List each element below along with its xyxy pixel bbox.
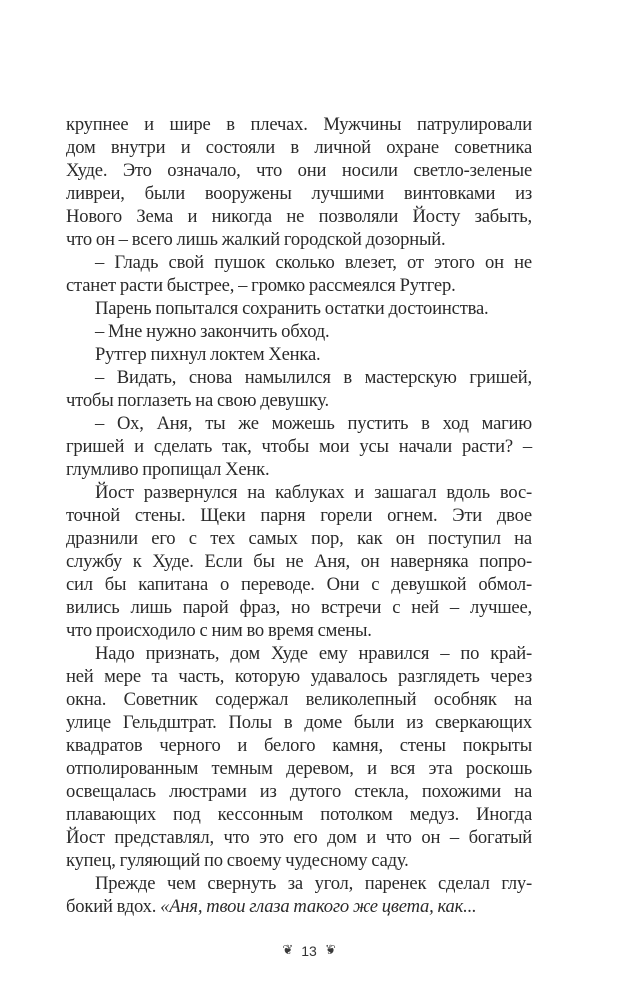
page-number: 13 <box>301 943 317 960</box>
text-line: что происходило с ним во время смены. <box>66 620 372 641</box>
paragraph <box>66 343 532 366</box>
text-line: – Ох, Аня, ты же можешь пустить в ход магию <box>95 413 532 434</box>
paragraph <box>66 251 532 297</box>
paragraph <box>66 113 532 251</box>
text-line: – Мне нужно закончить обход. <box>95 321 330 342</box>
text-line: вились лишь парой фраз, но встречи с ней – лучшее, <box>66 597 532 618</box>
text-line: сил бы капитана о переводе. Они с девушкой обмол- <box>66 574 532 595</box>
text-line: крупнее и шире в плечах. Мужчины патрулировали <box>66 114 532 135</box>
ornament-icon: ❦ <box>324 943 336 959</box>
text-line: станет расти быстрее, – громко рассмеялся Рутгер. <box>66 275 456 296</box>
text-line <box>66 895 532 918</box>
text-line: купец, гуляющий по своему чудесному саду. <box>66 850 409 871</box>
text-line: Нового Зема и никогда не позволяли Йосту забыть, <box>66 206 532 227</box>
paragraph <box>66 481 532 642</box>
book-page-text <box>66 0 532 918</box>
text-line: Йост представлял, что это его дом и что он – богатый <box>66 827 532 848</box>
text-line: точной стены. Щеки парня горели огнем. Эти двое <box>66 505 532 526</box>
text-line: дом внутри и состояли в личной охране советника <box>66 137 532 158</box>
text-line: дразнили его с тех самых пор, как он поступил на <box>66 528 532 549</box>
italic-thought-text: «Аня, твои глаза такого же цвета, как... <box>160 896 477 917</box>
text-line: улице Гельдштрат. Полы в доме были из сверкающих <box>66 712 532 733</box>
paragraph <box>66 366 532 412</box>
text-line: Надо признать, дом Худе ему нравился – по край- <box>95 643 532 664</box>
text-line: отполированным темным деревом, и вся эта роскошь <box>66 758 532 779</box>
text-line: Худе. Это означало, что они носили светло-зеленые <box>66 160 532 181</box>
text-line: Прежде чем свернуть за угол, паренек сделал глу- <box>95 873 532 894</box>
text-line: окна. Советник содержал великолепный особняк на <box>66 689 532 710</box>
text-line: что он – всего лишь жалкий городской дозорный. <box>66 229 446 250</box>
text-line: службу к Худе. Если бы не Аня, он наверняка попро- <box>66 551 532 572</box>
text-line: гришей и сделать так, чтобы мои усы начали расти? – <box>66 436 532 457</box>
text-line: Парень попытался сохранить остатки достоинства. <box>95 298 489 319</box>
page-footer <box>0 940 618 1001</box>
paragraph <box>66 642 532 872</box>
ornament-icon: ❦ <box>282 943 294 959</box>
text-line: ней мере та часть, которую удавалось разглядеть через <box>66 666 532 687</box>
text-line: квадратов черного и белого камня, стены покрыты <box>66 735 532 756</box>
text-line: освещалась люстрами из дутого стекла, похожими на <box>66 781 532 802</box>
paragraph <box>66 872 532 918</box>
paragraph <box>66 412 532 481</box>
text-line: плавающих под кессонным потолком медуз. Иногда <box>66 804 532 825</box>
text-line: Йост развернулся на каблуках и зашагал вдоль вос- <box>95 482 532 503</box>
text-run: бокий вдох. <box>66 896 161 917</box>
text-line: глумливо пропищал Хенк. <box>66 459 270 480</box>
text-line: ливреи, были вооружены лучшими винтовками из <box>66 183 532 204</box>
paragraph <box>66 320 532 343</box>
text-line: – Гладь свой пушок сколько влезет, от этого он не <box>95 252 532 273</box>
text-line: Рутгер пихнул локтем Хенка. <box>95 344 321 365</box>
paragraph <box>66 297 532 320</box>
text-line: чтобы поглазеть на свою девушку. <box>66 390 329 411</box>
text-line: – Видать, снова намылился в мастерскую гришей, <box>95 367 532 388</box>
